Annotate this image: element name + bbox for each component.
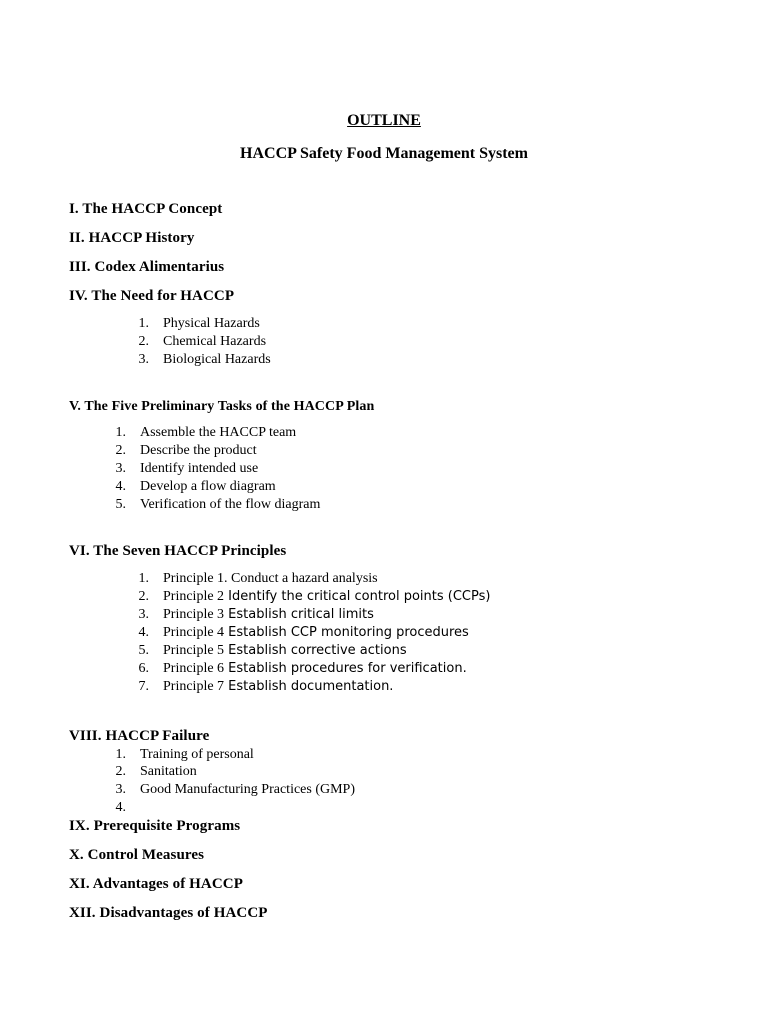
section-heading-1: I. The HACCP Concept xyxy=(69,201,223,217)
section-heading-5: V. The Five Preliminary Tasks of the HACCP Plan xyxy=(69,399,375,414)
section-heading-3: III. Codex Alimentarius xyxy=(69,259,225,275)
section-heading-6: VI. The Seven HACCP Principles xyxy=(69,543,287,559)
section-heading-4: IV. The Need for HACCP xyxy=(69,288,235,304)
tasks-list: 1. Assemble the HACCP team 2. Describe the product 3. Identify intended use 4. Develop a flow diagram 5. Verification of the flow diagram xyxy=(115,425,321,512)
section-heading-9: IX. Prerequisite Programs xyxy=(69,818,241,834)
section-heading-10: X. Control Measures xyxy=(69,847,205,863)
document-subtitle: HACCP Safety Food Management System xyxy=(240,145,528,162)
failures-list: 1. Training of personal 2. Sanitation 3. Good Manufacturing Practices (GMP) 4. xyxy=(115,747,356,815)
section-heading-2: II. HACCP History xyxy=(69,230,195,246)
section-heading-8: VIII. HACCP Failure xyxy=(69,728,210,744)
principles-list: 1. Principle 1. Conduct a hazard analysis 2. Principle 2 Identify the critical control points (CCPs) 3. Principle 3 Establish critical limits 4. Principle 4 Establish CCP monitoring procedures 5. Principle 5 Establish corrective actions 6. Principle 6 Establish procedures for verification. 7. Principle 7 Establish documentation. xyxy=(138,571,491,694)
outline-title: OUTLINE xyxy=(347,112,421,129)
hazards-list: 1. Physical Hazards 2. Chemical Hazards 3. Biological Hazards xyxy=(138,316,271,367)
section-heading-11: XI. Advantages of HACCP xyxy=(69,876,243,892)
section-heading-12: XII. Disadvantages of HACCP xyxy=(69,905,268,921)
